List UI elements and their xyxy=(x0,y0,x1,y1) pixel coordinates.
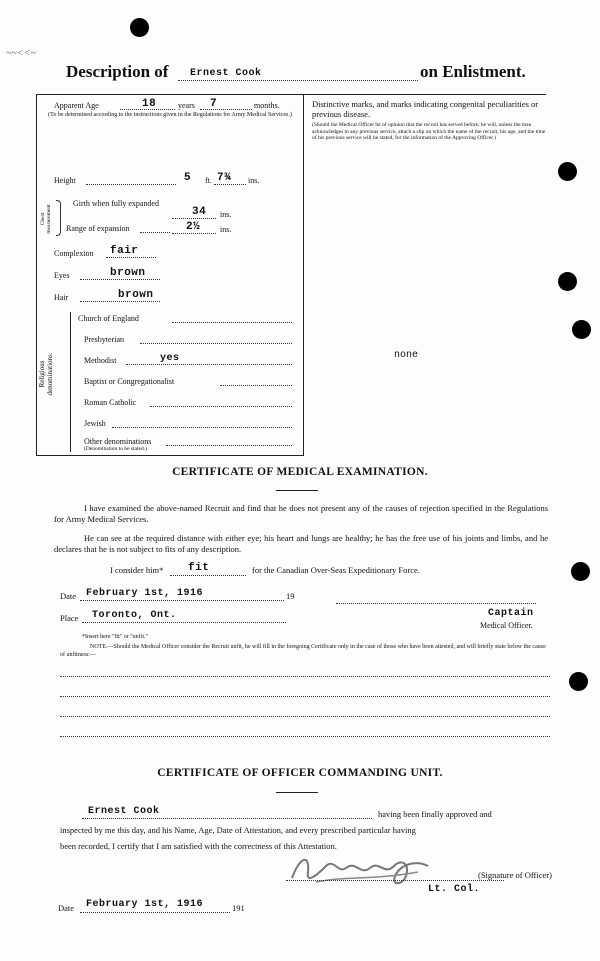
medical-heading: CERTIFICATE OF MEDICAL EXAMINATION. xyxy=(172,466,428,478)
commanding-line3: been recorded, I certify that I am satisfied with the correctness of this Attestation. xyxy=(60,841,337,851)
religion-item-line xyxy=(172,322,292,323)
consider-value: fit xyxy=(188,562,210,574)
chest-girth-value: 34 xyxy=(192,206,207,218)
religion-item-line xyxy=(126,364,292,365)
age-years-label: years xyxy=(178,101,195,110)
medical-para2: He can see at the required distance with either eye; his heart and lungs are healthy; he has the free use of his joints and limbs, and he declares that he is not subject to fits of any description. xyxy=(54,533,548,554)
hair-label: Hair xyxy=(54,293,69,302)
chest-girth-line xyxy=(172,218,216,219)
consider-prefix: I consider him* xyxy=(110,565,164,575)
chest-range-dots xyxy=(140,232,170,233)
hair-line xyxy=(80,301,160,302)
religion-bracket xyxy=(70,312,71,452)
consider-line xyxy=(170,575,246,576)
commanding-signature-label: (Signature of Officer) xyxy=(478,870,552,880)
medical-date-line xyxy=(80,600,284,601)
medical-note: NOTE.—Should the Medical Officer consider the Recruit unfit, he will fill in the foregoing Certificate only in the case of those who have been attested, and will briefly state below the cause of unfitness:— xyxy=(60,644,546,658)
medical-para1: I have examined the above-named Recruit and find that he does not present any of the causes of rejection specified in the Regulations for Army Medical Services. xyxy=(54,503,548,524)
eyes-label: Eyes xyxy=(54,271,70,280)
box-left-border xyxy=(36,94,37,456)
age-months-line xyxy=(200,109,252,110)
medical-heading-rule xyxy=(276,490,318,491)
punch-hole xyxy=(558,162,577,181)
chest-side-label: Chest measurement xyxy=(40,204,52,234)
chest-range-ins: ins. xyxy=(220,225,232,234)
religion-item-label: Other denominations xyxy=(84,437,152,446)
consider-suffix: for the Canadian Over-Seas Expeditionary Force. xyxy=(252,565,420,575)
complexion-value: fair xyxy=(110,245,139,257)
height-ft-label: ft. xyxy=(205,176,212,185)
marks-value: none xyxy=(394,350,419,361)
height-line xyxy=(86,184,176,185)
punch-hole xyxy=(569,672,588,691)
box-top-border xyxy=(36,94,546,95)
officer-signature xyxy=(286,846,436,892)
commanding-signature-line xyxy=(286,880,504,881)
punch-hole xyxy=(558,272,577,291)
commanding-name: Ernest Cook xyxy=(88,806,160,817)
commanding-rank: Lt. Col. xyxy=(428,884,481,895)
height-feet: 5 xyxy=(184,172,192,184)
chest-brace xyxy=(56,200,61,236)
insert-note: *Insert here "fit" or "unfit." xyxy=(82,634,148,640)
religion-item-label: Baptist or Congregationalist xyxy=(84,377,175,386)
medical-date-suffix: 19 xyxy=(286,591,295,601)
chest-range-label: Range of expansion xyxy=(66,224,130,233)
chest-range-line xyxy=(172,233,216,234)
eyes-value: brown xyxy=(110,267,146,279)
height-inches: 7¾ xyxy=(217,172,232,184)
column-divider xyxy=(303,94,304,456)
complexion-label: Complexion xyxy=(54,249,94,258)
medical-place-value: Toronto, Ont. xyxy=(92,610,177,621)
medical-rank: Captain xyxy=(488,608,534,619)
height-inches-line xyxy=(214,184,246,185)
religion-item-label: Jewish xyxy=(84,419,106,428)
complexion-line xyxy=(106,257,156,258)
religion-item-line xyxy=(166,445,292,446)
unfitness-line xyxy=(60,716,550,717)
religion-item-line xyxy=(220,385,292,386)
commanding-date-line xyxy=(80,912,230,913)
name-line xyxy=(178,80,418,81)
marks-note: (Should the Medical Officer be of opinion that the recruit has served before, he will, unless the man acknowledges to any previous service, attach a slip on which the name of the recruit, his age, and the time of his previous service will be stated, for the information of the Approving Officer.) xyxy=(312,122,546,141)
height-ins-label: ins. xyxy=(248,176,260,185)
punch-hole xyxy=(572,320,591,339)
header-scrawl: ~~<<~ xyxy=(6,48,36,59)
punch-hole xyxy=(130,18,149,37)
religion-item-label: Presbyterian xyxy=(84,335,124,344)
commanding-date-suffix: 191 xyxy=(232,903,245,913)
commanding-heading: CERTIFICATE OF OFFICER COMMANDING UNIT. xyxy=(157,767,443,779)
title-prefix: Description of xyxy=(66,62,169,81)
unfitness-line xyxy=(60,676,550,677)
title-suffix: on Enlistment. xyxy=(420,62,526,81)
commanding-line2: inspected by me this day, and his Name, Age, Date of Attestation, and every prescribed particular having xyxy=(60,825,416,835)
commanding-heading-rule xyxy=(276,792,318,793)
box-bottom-border xyxy=(36,455,304,456)
religion-item-label: Church of England xyxy=(78,314,139,323)
age-note: (To be determined according to the instructions given in the Regulations for Army Medical Services.) xyxy=(48,112,292,118)
recruit-name: Ernest Cook xyxy=(190,68,262,79)
religion-item-line xyxy=(112,427,292,428)
age-label: Apparent Age xyxy=(54,101,99,110)
commanding-name-line xyxy=(82,818,372,819)
religion-item-label: Roman Catholic xyxy=(84,398,137,407)
age-months: 7 xyxy=(210,98,218,110)
commanding-line1: having been finally approved and xyxy=(378,809,492,819)
chest-girth-label: Girth when fully expanded xyxy=(73,199,159,208)
punch-hole xyxy=(571,562,590,581)
medical-date-value: February 1st, 1916 xyxy=(86,588,204,599)
age-years-line xyxy=(120,109,175,110)
religion-note: (Denomination to be stated.) xyxy=(84,446,147,452)
medical-officer-label: Medical Officer. xyxy=(480,621,533,630)
chest-range-value: 2½ xyxy=(186,221,201,233)
commanding-date-value: February 1st, 1916 xyxy=(86,899,204,910)
commanding-date-label: Date xyxy=(58,903,75,913)
unfitness-line xyxy=(60,736,550,737)
medical-place-line xyxy=(82,622,286,623)
height-label: Height xyxy=(54,176,76,185)
medical-date-label: Date xyxy=(60,591,77,601)
unfitness-line xyxy=(60,696,550,697)
hair-value: brown xyxy=(118,289,154,301)
age-years: 18 xyxy=(142,98,157,110)
medical-place-label: Place xyxy=(60,613,79,623)
religion-item-label: Methodist xyxy=(84,356,117,365)
age-months-label: months. xyxy=(254,101,280,110)
religion-item-line xyxy=(140,343,292,344)
marks-heading: Distinctive marks, and marks indicating congenital peculiarities or previous disease. xyxy=(312,99,539,119)
religion-item-value: yes xyxy=(160,353,180,364)
eyes-line xyxy=(80,279,160,280)
medical-signature-line xyxy=(336,603,536,604)
religion-side-label: Religious denominations. xyxy=(38,352,54,396)
chest-girth-ins: ins. xyxy=(220,210,232,219)
religion-item-line xyxy=(150,406,292,407)
